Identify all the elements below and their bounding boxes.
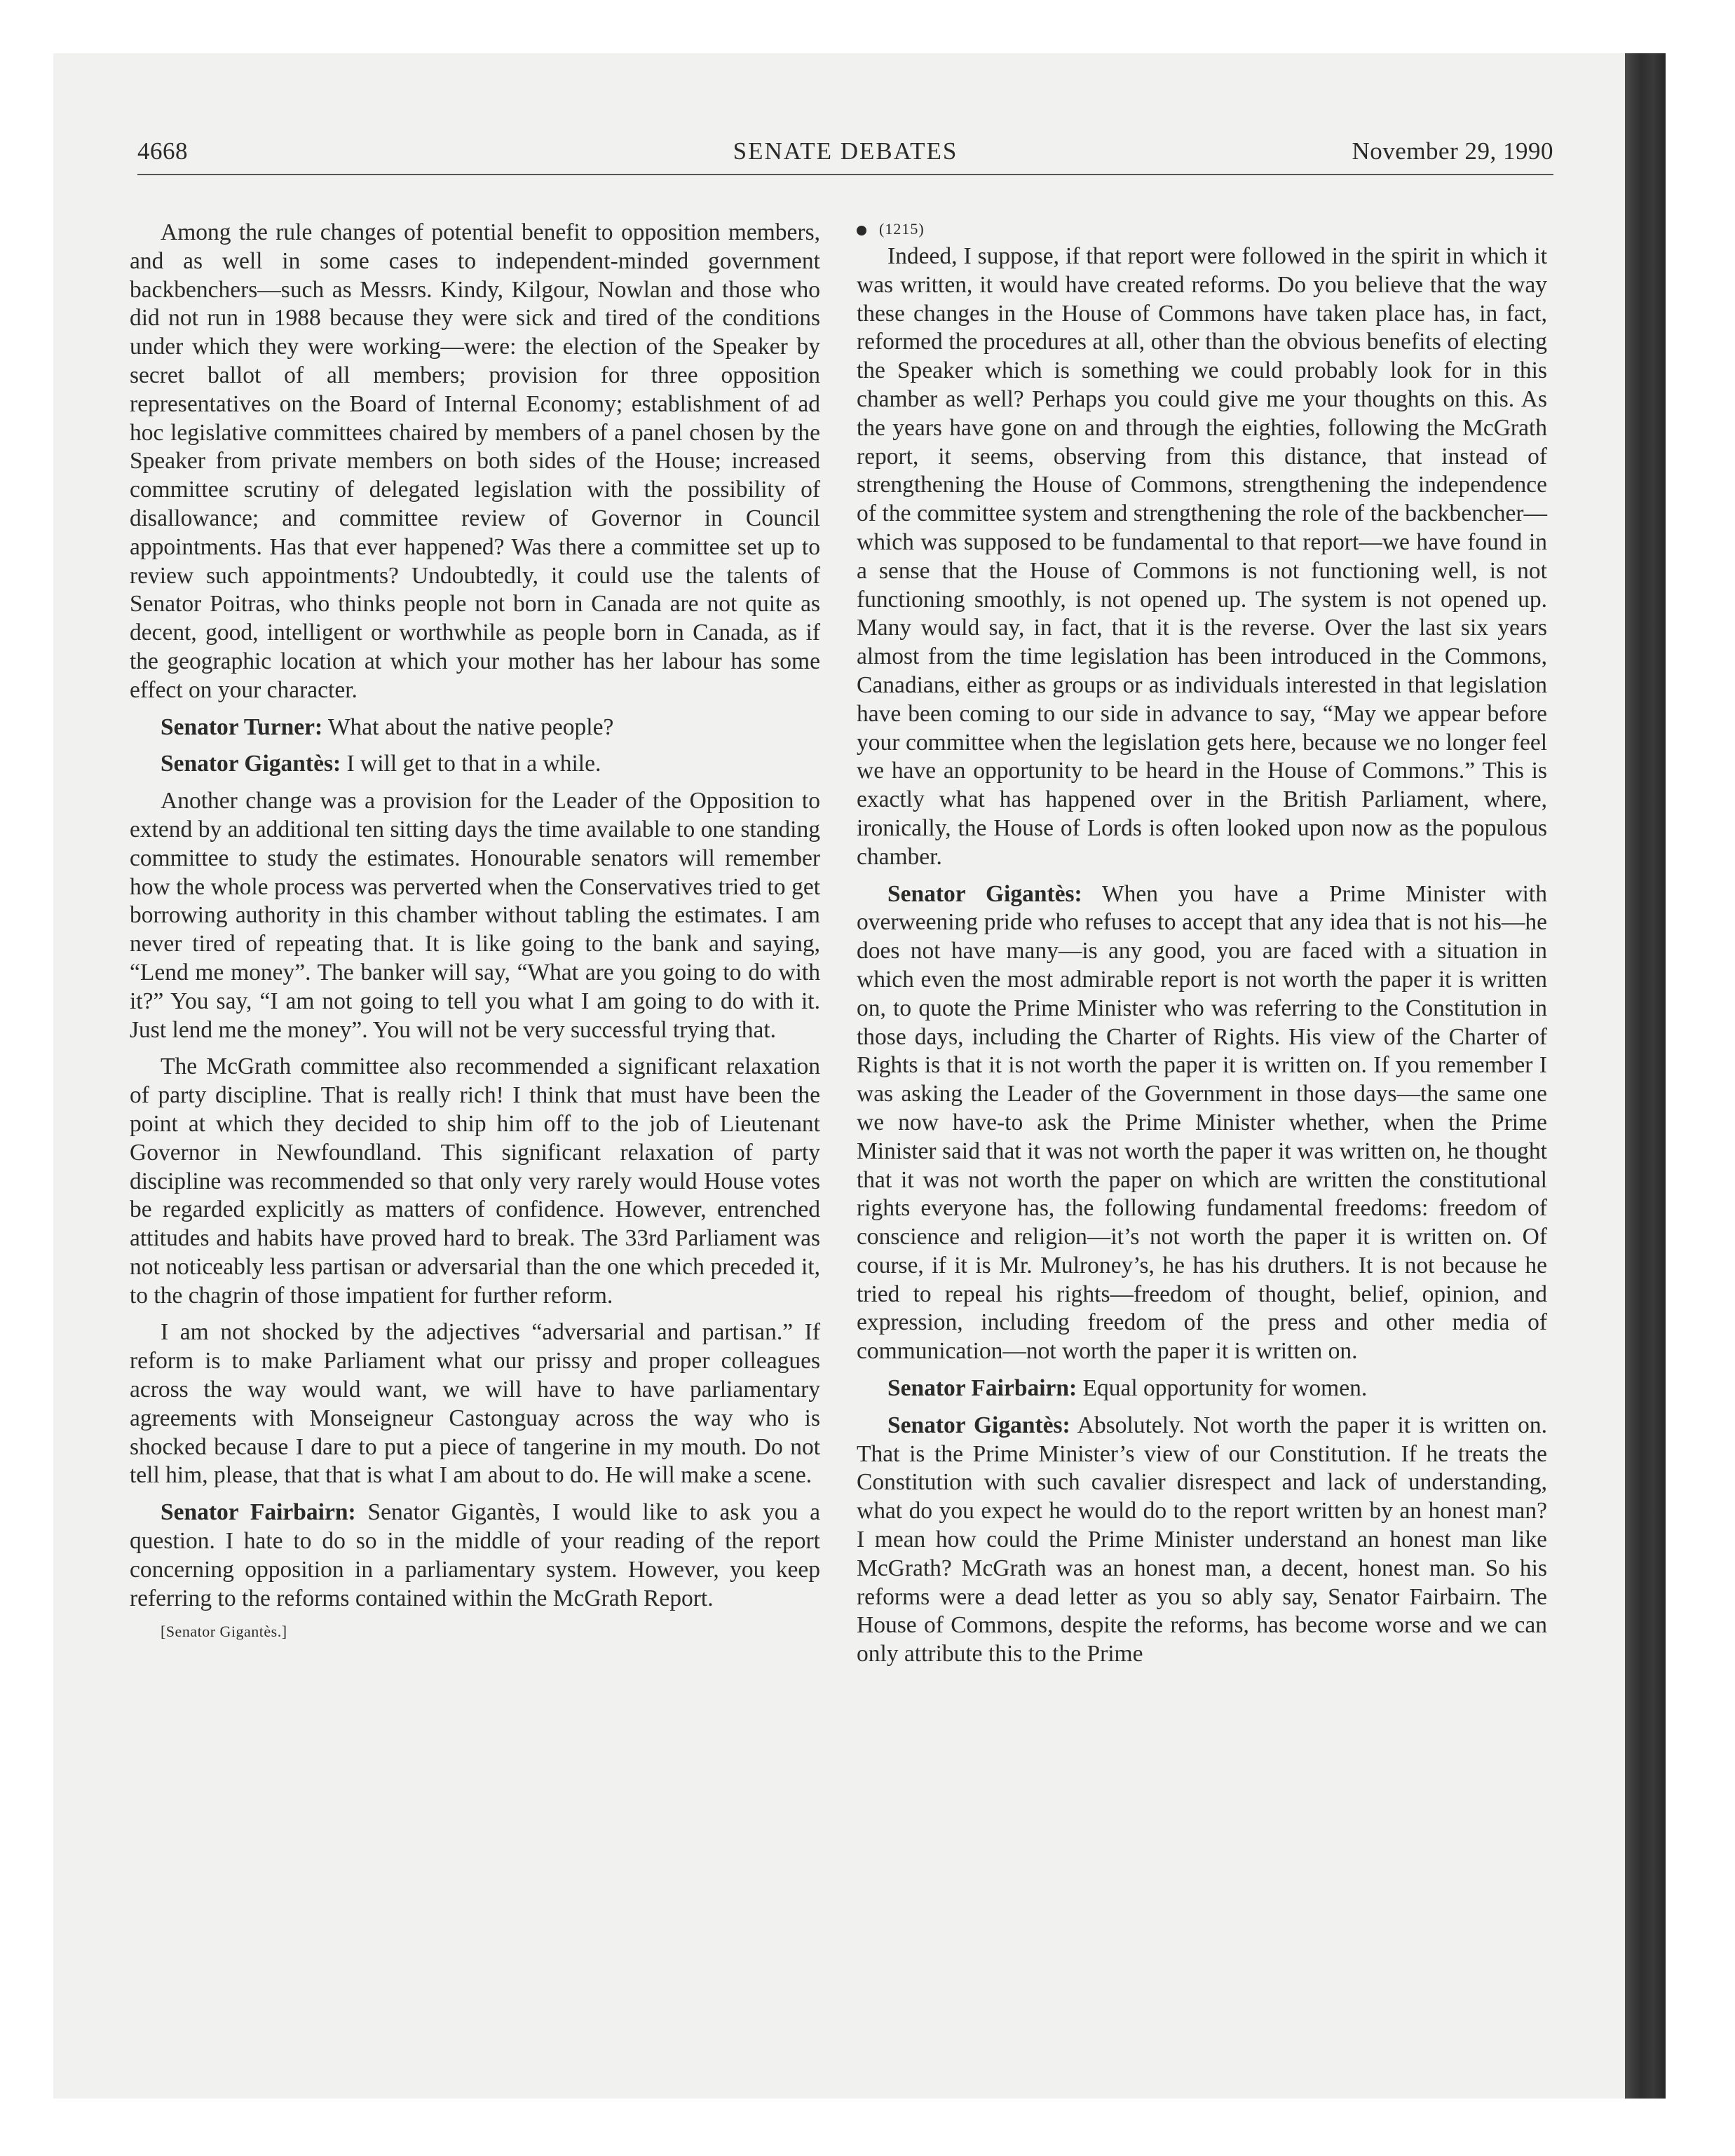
time-marker-label: (1215) xyxy=(879,220,925,238)
speaker-name: Senator Gigantès: xyxy=(887,880,1082,907)
speaker-name: Senator Fairbairn: xyxy=(887,1375,1077,1402)
time-marker xyxy=(857,219,1547,240)
speech-text: I will get to that in a while. xyxy=(341,751,601,777)
speech-paragraph xyxy=(130,1499,820,1613)
paragraph: I am not shocked by the adjectives “adversarial and partisan.” If reform is to make Parliament what our prissy and proper colleagues across the way would want, we will have to have parliamentary agreements with Monseigneur Castonguay across the way who is shocked because I dare to put a piece of tangerine in my mouth. Do not tell him, please, that that is what I am about to do. He will make a scene. xyxy=(130,1319,820,1489)
speech-text: When you have a Prime Minister with overweening pride who refuses to accept that any idea that is not his—he does not have many—is any good, you are faced with a situation in which even the most admirable report is not worth the paper it is written on, to quote the Prime Minister who was referring to the Constitution in those days, including the Charter of Rights. His view of the Charter of Rights is that it is not worth the paper it is written on. If you remember I was asking the Leader of the Government in those days—the same one we now have-to ask the Prime Minister whether, when the Prime Minister said that it was not worth the paper it was written on, he thought that it was not worth the paper on which are written the constitutional rights everyone has, the following fundamental freedoms: freedom of conscience and religion—it’s not worth the paper it is written on. Of course, if it is Mr. Mulroney’s, he has his druthers. It is not because he tried to repeal his rights—freedom of thought, belief, opinion, and expression, including freedom of the press and other media of communication—not worth the paper it is written on. xyxy=(857,880,1547,1365)
speech-text: Senator Gigantès, I would like to ask you a question. I hate to do so in the middle of your reading of the report concerning opposition in a parliamentary system. However, you keep referring to the reforms contained within the McGrath Report. xyxy=(130,1499,820,1611)
publication-date: November 29, 1990 xyxy=(1352,137,1553,165)
speech-text: What about the native people? xyxy=(322,714,614,740)
left-column xyxy=(130,219,820,1642)
speech-paragraph xyxy=(130,714,820,742)
publication-title: SENATE DEBATES xyxy=(733,137,958,165)
speech-text: Equal opportunity for women. xyxy=(1077,1375,1368,1402)
speaker-name: Senator Turner: xyxy=(161,714,323,740)
speaker-continuation-note: [Senator Gigantès.] xyxy=(161,1623,287,1641)
speaker-name: Senator Gigantès: xyxy=(161,751,341,777)
scan-edge-strip xyxy=(1625,53,1666,2099)
speech-paragraph xyxy=(857,1374,1547,1403)
right-column xyxy=(857,219,1547,1677)
speech-paragraph xyxy=(857,1412,1547,1669)
speaker-name: Senator Gigantès: xyxy=(887,1412,1070,1438)
page-header xyxy=(137,137,1553,175)
paragraph: Among the rule changes of potential benefit to opposition members, and as well in some cases to independent-minded government backbenchers—such as Messrs. Kindy, Kilgour, Nowlan and those who did not run in 1988 because they were sick and tired of the conditions under which they were working—were: the election of the Speaker by secret ballot of all members; provision for three opposition representatives on the Board of Internal Economy; establishment of ad hoc legislative committees chaired by members of a panel chosen by the Speaker from private members on both sides of the House; increased committee scrutiny of delegated legislation with the possibility of disallowance; and committee review of Governor in Council appointments. Has that ever happened? Was there a committee set up to review such appointments? Undoubtedly, it could use the talents of Senator Poitras, who thinks people not born in Canada are not quite as decent, good, intelligent or worthwhile as people born in Canada, as if the geographic location at which your mother has her labour has some effect on your character. xyxy=(130,219,820,703)
paragraph: The McGrath committee also recommended a significant relaxation of party discipline. That is really rich! I think that must have been the point at which they decided to ship him off to the job of Lieutenant Governor in Newfoundland. This significant relaxation of party discipline was recommended so that only very rarely would House votes be regarded explicitly as matters of confidence. However, entrenched attitudes and habits have proved hard to break. The 33rd Parliament was not noticeably less partisan or adversarial than the one which preceded it, to the chagrin of those impatient for further reform. xyxy=(130,1053,820,1309)
speech-paragraph xyxy=(130,750,820,779)
bullet-dot-icon xyxy=(857,226,866,236)
paragraph: Indeed, I suppose, if that report were followed in the spirit in which it was written, it would have created reforms. Do you believe that the way these changes in the House of Commons have taken place has, in fact, reformed the procedures at all, other than the obvious benefits of electing the Speaker which is something we could probably look for in this chamber as well? Perhaps you could give me your thoughts on this. As the years have gone on and through the eighties, following the McGrath report, it seems, observing from this distance, that instead of strengthening the House of Commons, strengthening the independence of the committee system and strengthening the role of the backbencher—which was supposed to be fundamental to that report—we have found in a sense that the House of Commons is not functioning well, is not functioning smoothly, is not opened up. The system is not opened up. Many would say, in fact, that it is the reverse. Over the last six years almost from the time legislation has been introduced in the Commons, Canadians, either as groups or as individuals interested in that legislation have been coming to our side in advance to say, “May we appear before your committee when the legislation gets here, because we no longer feel we have an opportunity to be heard in the House of Commons.” This is exactly what has happened over in the British Parliament, where, ironically, the House of Lords is often looked upon now as the populous chamber. xyxy=(857,243,1547,870)
speaker-name: Senator Fairbairn: xyxy=(161,1499,356,1526)
speech-text: Absolutely. Not worth the paper it is written on. That is the Prime Minister’s view of our Constitution. If he treats the Constitution with such cavalier disrespect and lack of understanding, what do you expect he would do to the report written by an honest man? I mean how could the Prime Minister understand an honest man like McGrath? McGrath was an honest man, a decent, honest man. So his reforms were a dead letter as you so ably say, Senator Fairbairn. The House of Commons, despite the reforms, has become worse and we can only attribute this to the Prime xyxy=(857,1412,1548,1667)
paragraph: Another change was a provision for the Leader of the Opposition to extend by an additional ten sitting days the time available to one standing committee to study the estimates. Honourable senators will remember how the whole process was perverted when the Conservatives tried to get borrowing authority in this chamber without tabling the estimates. I am never tired of repeating that. It is like going to the bank and saying, “Lend me money”. The banker will say, “What are you going to do with it?” You say, “I am not going to tell you what I am going to do with it. Just lend me the money”. You will not be very successful trying that. xyxy=(130,788,820,1043)
page-number: 4668 xyxy=(137,137,188,165)
speech-paragraph xyxy=(857,880,1547,1367)
